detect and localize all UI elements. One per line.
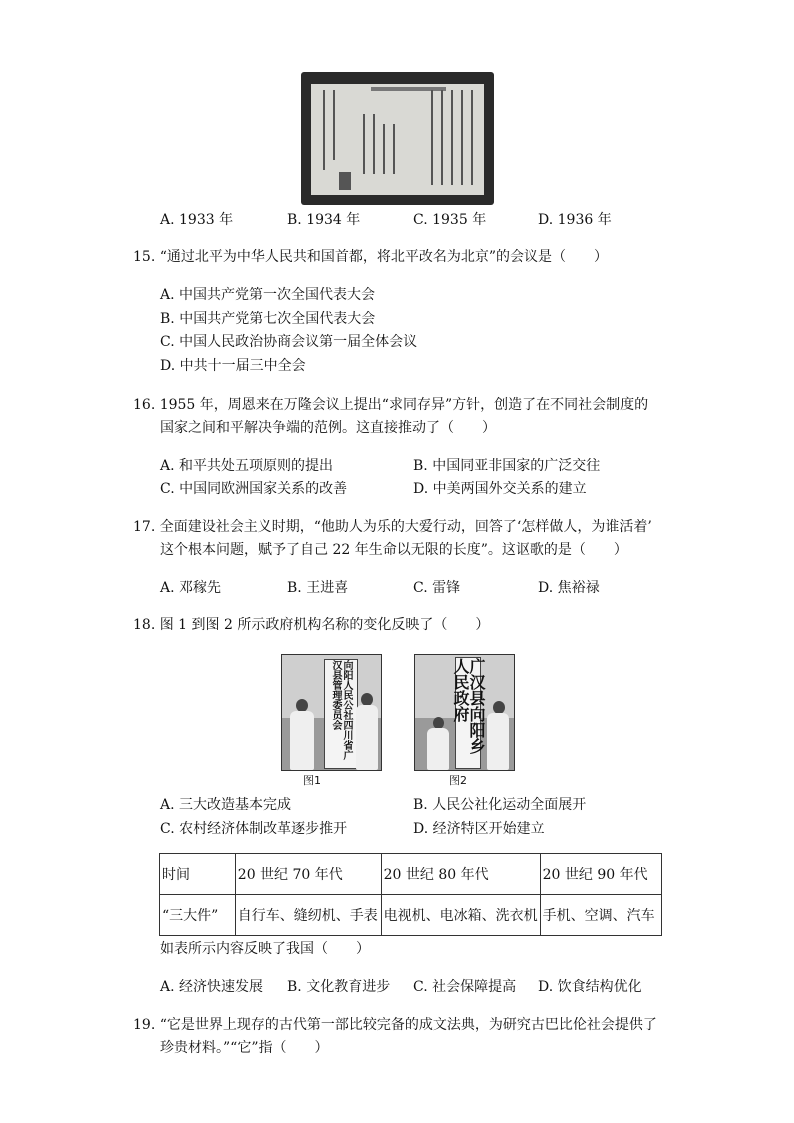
q16-stem-line2: 国家之间和平解决争端的范例。这直接推动了（ ） <box>160 420 496 436</box>
q18-option-a[interactable]: A. 三大改造基本完成 <box>160 797 292 813</box>
q17-option-a[interactable]: A. 邓稼先 <box>160 580 222 596</box>
figure-2-caption: 图2 <box>449 774 467 787</box>
q15-option-d[interactable]: D. 中共十一届三中全会 <box>160 358 306 374</box>
q18-option-d[interactable]: D. 经济特区开始建立 <box>413 821 545 837</box>
q14-option-a[interactable]: A. 1933 年 <box>160 212 234 228</box>
table-cell: 电视机、电冰箱、洗衣机 <box>381 895 540 936</box>
q18-stem: 18. 图 1 到图 2 所示政府机构名称的变化反映了（ ） <box>133 617 490 633</box>
table-cell: 手机、空调、汽车 <box>540 895 661 936</box>
table-header-cell: 20 世纪 90 年代 <box>540 854 661 895</box>
q17-option-d[interactable]: D. 焦裕禄 <box>538 580 600 596</box>
table-row <box>160 895 662 936</box>
q17-option-c[interactable]: C. 雷锋 <box>413 580 461 596</box>
table-question-stem: 如表所示内容反映了我国（ ） <box>160 941 370 957</box>
table-q-option-c[interactable]: C. 社会保障提高 <box>413 979 517 995</box>
table-q-option-d[interactable]: D. 饮食结构优化 <box>538 979 642 995</box>
q17-stem-line1: 17. 全面建设社会主义时期，“他助人为乐的大爱行动，回答了‘怎样做人，为谁活着’ <box>133 519 652 535</box>
figure-1-photo <box>281 654 382 771</box>
table-header-cell: 20 世纪 70 年代 <box>235 854 381 895</box>
q17-stem-line2: 这个根本问题，赋予了自己 22 年生命以无限的长度”。这讴歌的是（ ） <box>160 542 628 558</box>
certificate-photo <box>301 72 494 205</box>
table-cell: “三大件” <box>160 895 236 936</box>
q19-stem-line1: 19. “它是世界上现存的古代第一部比较完备的成文法典，为研究古巴比伦社会提供了 <box>133 1017 657 1033</box>
figure-1-signboard: 向阳人民公社四川省广汉县管理委员会 <box>324 659 358 769</box>
table-cell: 自行车、缝纫机、手表 <box>235 895 381 936</box>
q15-option-b[interactable]: B. 中国共产党第七次全国代表大会 <box>160 311 376 327</box>
q15-option-a[interactable]: A. 中国共产党第一次全国代表大会 <box>160 287 376 303</box>
table-header-cell: 20 世纪 80 年代 <box>381 854 540 895</box>
q18-option-c[interactable]: C. 农村经济体制改革逐步推开 <box>160 821 348 837</box>
q19-stem-line2: 珍贵材料。”“它”指（ ） <box>160 1040 329 1056</box>
q16-option-a[interactable]: A. 和平共处五项原则的提出 <box>160 458 334 474</box>
three-big-items-table <box>159 853 662 936</box>
q16-option-d[interactable]: D. 中美两国外交关系的建立 <box>413 481 587 497</box>
table-q-option-b[interactable]: B. 文化教育进步 <box>287 979 391 995</box>
q14-option-c[interactable]: C. 1935 年 <box>413 212 487 228</box>
q17-option-b[interactable]: B. 王进喜 <box>287 580 349 596</box>
table-header-row <box>160 854 662 895</box>
q14-option-d[interactable]: D. 1936 年 <box>538 212 612 228</box>
q15-stem: 15. “通过北平为中华人民共和国首都，将北平改名为北京”的会议是（ ） <box>133 249 609 265</box>
q14-option-b[interactable]: B. 1934 年 <box>287 212 361 228</box>
q16-stem-line1: 16. 1955 年，周恩来在万隆会议上提出“求同存异”方针，创造了在不同社会制度的 <box>133 397 649 413</box>
table-q-option-a[interactable]: A. 经济快速发展 <box>160 979 264 995</box>
table-header-cell: 时间 <box>160 854 236 895</box>
q15-option-c[interactable]: C. 中国人民政治协商会议第一届全体会议 <box>160 334 418 350</box>
figure-2-signboard: 广汉县向阳乡人民政府 <box>455 657 481 769</box>
q18-option-b[interactable]: B. 人民公社化运动全面展开 <box>413 797 587 813</box>
q16-option-b[interactable]: B. 中国同亚非国家的广泛交往 <box>413 458 601 474</box>
figure-1-caption: 图1 <box>303 774 321 787</box>
figure-2-photo <box>414 654 515 771</box>
q16-option-c[interactable]: C. 中国同欧洲国家关系的改善 <box>160 481 348 497</box>
